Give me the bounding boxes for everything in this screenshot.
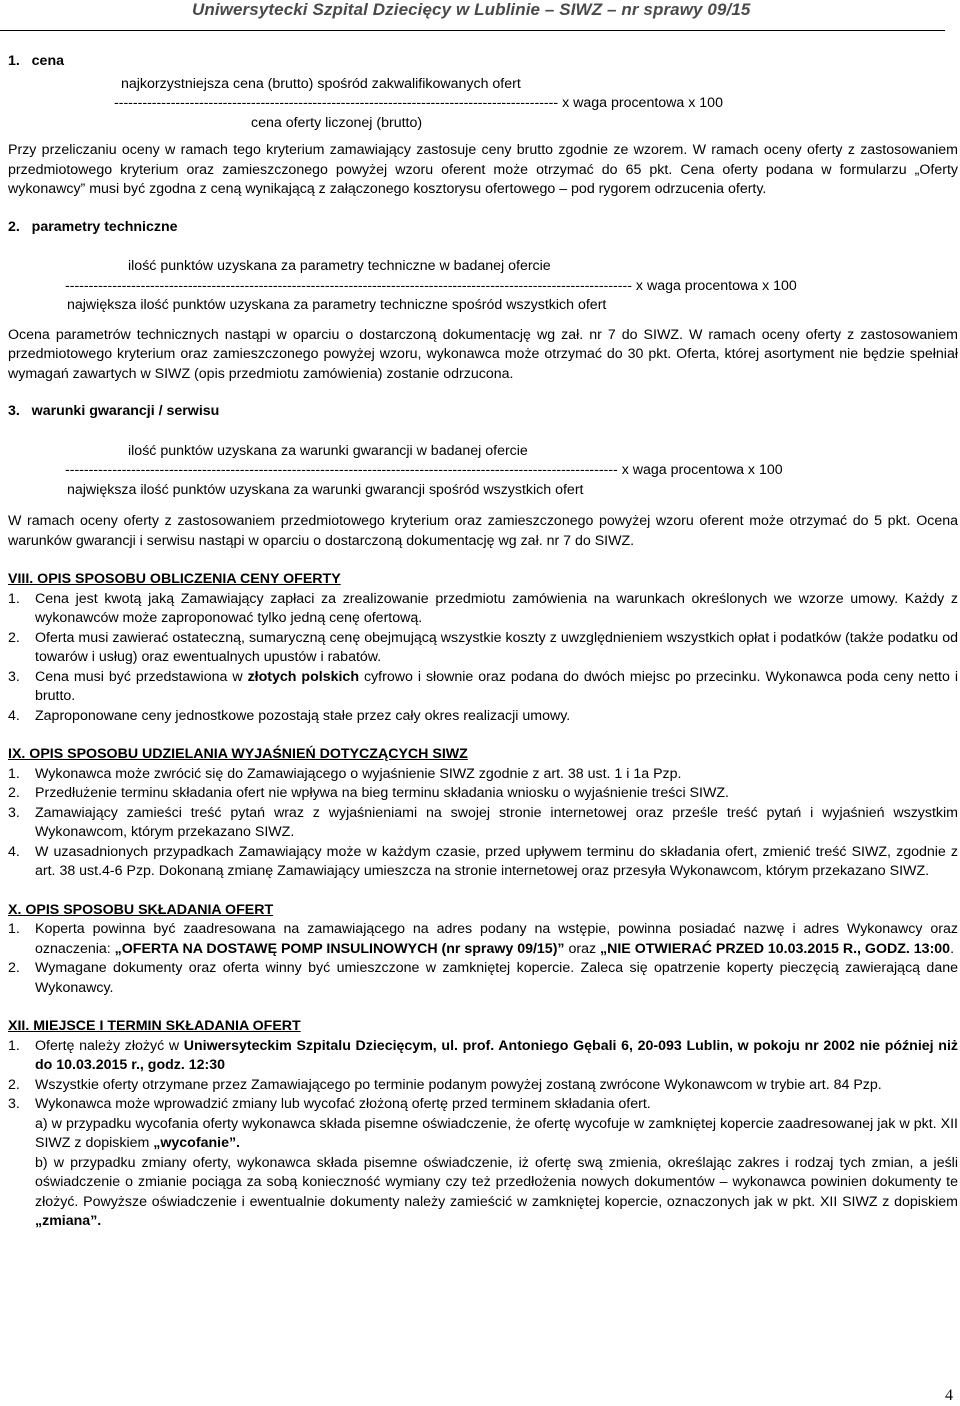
section-list bbox=[8, 920, 958, 998]
formula-divider bbox=[8, 94, 958, 114]
sub-item-withdrawal: a) w przypadku wycofania oferty wykonawca składa pisemne oświadczenie, że ofertę wycofuje w zamkniętej kopercie zaadresowanej jak w pkt. XII SIWZ z dopiskiem „wycofanie”. bbox=[35, 1115, 958, 1151]
section-viii bbox=[8, 570, 958, 726]
page-number: 4 bbox=[945, 1387, 953, 1404]
section-list bbox=[8, 765, 958, 882]
criterion-description: Przy przeliczaniu oceny w ramach tego kryterium zamawiający zastosuje ceny brutto zgodnie ze wzorem. W ramach oceny oferty z zastosowaniem przedmiotowego kryterium oraz zamieszczonego powyżej wzoru oferent może otrzymać do 65 pkt. Cena oferty podana w formularzu „Oferty wykonawcy” musi być zgodna z ceną wynikającą z załączonego kosztorysu ofertowego – pod rygorem odrzucenia oferty. bbox=[8, 142, 958, 197]
formula-denominator: największa ilość punktów uzyskana za warunki gwarancji spośród wszystkich ofert bbox=[67, 481, 584, 498]
criterion-heading: 1. cena bbox=[8, 53, 64, 69]
sub-item-change: b) w przypadku zmiany oferty, wykonawca składa pisemne oświadczenie, iż ofertę swą zmienia, określając zakres i rodzaj tych zmian, a jeśli oświadczenie o zmianie pociąga za sobą konieczność wymiany czy też przedłożenia nowych dokumentów – wykonawca powinien dokumenty te złożyć. Powyższe oświadczenie i ewentualnie dokumenty należy zamieścić w zamkniętej kopercie, oznaczonych jak w pkt. XII SIWZ z dopiskiem „zmiana”. bbox=[35, 1154, 958, 1229]
section-title: VIII. OPIS SPOSOBU OBLICZENIA CENY OFERTY bbox=[8, 571, 341, 587]
formula-numerator: ilość punktów uzyskana za warunki gwarancji w badanej ofercie bbox=[128, 442, 528, 459]
list-item: 1. Cena jest kwotą jaką Zamawiający zapłaci za zrealizowanie przedmiotu zamówienia na warunkach określonych we wzorze umowy. Każdy z wykonawców może zaproponować tylko jedną cenę ofertową. bbox=[8, 590, 958, 626]
criterion-warranty bbox=[8, 402, 958, 551]
header-rule bbox=[0, 30, 945, 31]
formula-multiplier: x waga procentowa x 100 bbox=[562, 95, 723, 111]
formula-divider bbox=[8, 461, 958, 481]
criterion-description: W ramach oceny oferty z zastosowaniem przedmiotowego kryterium oraz zamieszczonego powyżej wzoru oferent może otrzymać do 5 pkt. Ocena warunków gwarancji i serwisu nastąpi w oparciu o dostarczoną dokumentację wg zał. nr 7 do SIWZ. bbox=[8, 513, 958, 549]
list-item: 2. Wymagane dokumenty oraz oferta winny być umieszczone w zamkniętej kopercie. Zaleca się opatrzenie koperty pieczęcią zawierającą dane Wykonawcy. bbox=[8, 960, 958, 996]
document-body bbox=[8, 50, 958, 1232]
list-item: 4. W uzasadnionych przypadkach Zamawiający może w każdym czasie, przed upływem terminu do składania ofert, zmienić treść SIWZ, zgodnie z art. 38 ust.4-6 Pzp. Dokonaną zmianę Zamawiający umieszcza na stronie internetowej oraz przesyła Wykonawcom, którym przekazano SIWZ. bbox=[8, 843, 958, 879]
list-item: 2. Wszystkie oferty otrzymane przez Zamawiającego po terminie podanym powyżej zostaną zwrócone Wykonawcom w trybie art. 84 Pzp. bbox=[8, 1076, 882, 1093]
section-ix bbox=[8, 745, 958, 882]
list-item: 1. Ofertę należy złożyć w Uniwersyteckim Szpitalu Dziecięcym, ul. prof. Antoniego Gębali 6, 20-093 Lublin, w pokoju nr 2002 nie później niż do 10.03.2015 r., godz. 12:30 bbox=[8, 1037, 958, 1073]
formula-dashes: ------------------------------------------------------------------------------------------------------------------------ bbox=[65, 277, 632, 294]
list-item: 1. Koperta powinna być zaadresowana na zamawiającego na adres podany na wstępie, powinna posiadać nazwę i adres Wykonawcy oraz oznaczenia: „OFERTA NA DOSTAWĘ POMP INSULINOWYCH (nr sprawy 09/15)” oraz „NIE OTWIERAĆ PRZED 10.03.2015 R., GODZ. 13:00. bbox=[8, 921, 958, 957]
formula-dashes: ---------------------------------------------------------------------------------------------- bbox=[114, 95, 559, 111]
formula-numerator: ilość punktów uzyskana za parametry techniczne w badanej ofercie bbox=[128, 258, 551, 274]
list-item: 3. Zamawiający zamieści treść pytań wraz z wyjaśnieniami na swojej stronie internetowej oraz prześle treść pytań i wyjaśnień wszystkim Wykonawcom, którym przekazano SIWZ. bbox=[8, 804, 958, 840]
criterion-heading: 2. parametry techniczne bbox=[8, 218, 178, 235]
criterion-technical bbox=[8, 218, 958, 385]
section-title: IX. OPIS SPOSOBU UDZIELANIA WYJAŚNIEŃ DOTYCZĄCYCH SIWZ bbox=[8, 746, 468, 762]
list-item: 1. Wykonawca może zwrócić się do Zamawiającego o wyjaśnienie SIWZ zgodnie z art. 38 ust. 1 i 1a Pzp. bbox=[8, 765, 682, 782]
section-xii bbox=[8, 1017, 958, 1232]
section-title: XII. MIEJSCE I TERMIN SKŁADANIA OFERT bbox=[8, 1018, 301, 1034]
criterion-description: Ocena parametrów technicznych nastąpi w oparciu o dostarczoną dokumentację wg zał. nr 7 do SIWZ. W ramach oceny oferty z zastosowaniem przedmiotowego kryterium oraz zamieszczonego powyżej wzoru, wykonawca może otrzymać do 30 pkt. Oferta, której asortyment nie będzie spełniał wymagań zawartych w SIWZ (opis przedmiotu zamówienia) zostanie odrzucona. bbox=[8, 326, 958, 382]
formula-numerator: najkorzystniejsza cena (brutto) spośród zakwalifikowanych ofert bbox=[121, 75, 521, 92]
formula-multiplier: x waga procentowa x 100 bbox=[635, 277, 797, 294]
list-item: 2. Przedłużenie terminu składania ofert nie wpływa na bieg terminu składania wniosku o wyjaśnienie treści SIWZ. bbox=[8, 785, 729, 801]
list-item: 3. Cena musi być przedstawiona w złotych polskich cyfrowo i słownie oraz podana do dwóch miejsc po przecinku. Wykonawca poda ceny netto i brutto. bbox=[8, 668, 958, 704]
section-title: X. OPIS SPOSOBU SKŁADANIA OFERT bbox=[8, 901, 274, 918]
formula-denominator: największa ilość punktów uzyskana za parametry techniczne spośród wszystkich ofert bbox=[67, 297, 607, 313]
formula-dashes: --------------------------------------------------------------------------------------------------------------------- bbox=[65, 462, 618, 478]
page-header bbox=[0, 0, 960, 34]
list-item: 3. Wykonawca może wprowadzić zmiany lub wycofać złożoną ofertę przed terminem składania ofert. a) w przypadku wycofania oferty wykonawca składa pisemne oświadczenie, że ofertę wycofuje w zamkniętej kopercie zaadresowanej jak w pkt. XII SIWZ z dopiskiem „wycofanie”. b) w przypadku zmiany oferty, wykonawca składa pisemne oświadczenie, iż ofertę swą zmienia, określając zakres i rodzaj tych zmian, a jeśli oświadczenie o zmianie pociąga za sobą konieczność wymiany czy też przedłożenia nowych dokumentów – wykonawca powinien dokumenty te złożyć. Powyższe oświadczenie i ewentualnie dokumenty należy zamieścić w zamkniętej kopercie, oznaczonych jak w pkt. XII SIWZ z dopiskiem „zmiana”. bbox=[8, 1095, 958, 1232]
section-x bbox=[8, 901, 958, 999]
section-list bbox=[8, 1037, 958, 1232]
section-list bbox=[8, 590, 958, 727]
formula-denominator: cena oferty liczonej (brutto) bbox=[251, 114, 423, 131]
formula-divider bbox=[8, 277, 958, 297]
header-title: Uniwersytecki Szpital Dziecięcy w Lublinie – SIWZ – nr sprawy 09/15 bbox=[192, 0, 751, 19]
criterion-price bbox=[8, 52, 958, 200]
list-item: 2. Oferta musi zawierać ostateczną, sumaryczną cenę obejmującą wszystkie koszty z uwzględnieniem wszystkich opłat i podatków (także podatku od towarów i usług) oraz ewentualnych upustów i rabatów. bbox=[8, 629, 958, 665]
criterion-heading: 3. warunki gwarancji / serwisu bbox=[8, 403, 220, 419]
list-item: 4. Zaproponowane ceny jednostkowe pozostają stałe przez cały okres realizacji umowy. bbox=[8, 707, 571, 724]
formula-multiplier: x waga procentowa x 100 bbox=[621, 462, 783, 478]
